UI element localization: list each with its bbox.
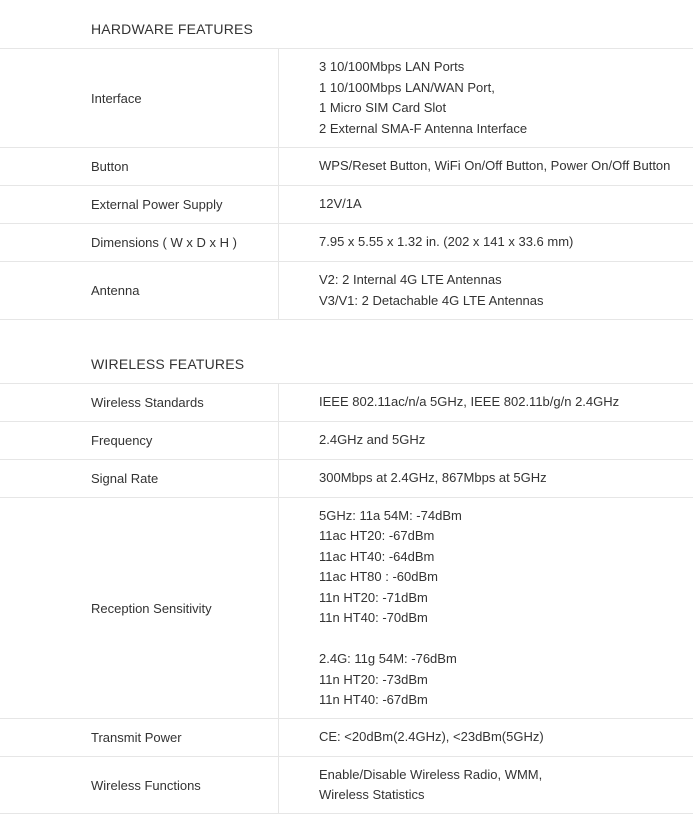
spec-row-transmit-power — [0, 719, 693, 757]
spec-value-line: 1 Micro SIM Card Slot — [319, 100, 447, 115]
spec-value-line: 2.4GHz and 5GHz — [319, 432, 426, 448]
spec-value-line: IEEE 802.11ac/n/a 5GHz, IEEE 802.11b/g/n 2.4GHz — [319, 394, 620, 410]
spec-value — [279, 49, 693, 147]
spec-value-line: 11ac HT80 : -60dBm — [319, 569, 438, 584]
spec-label: External Power Supply — [0, 186, 279, 223]
spec-value — [279, 422, 693, 459]
spec-row-external-power-supply — [0, 186, 693, 224]
spec-value — [279, 719, 693, 756]
spec-value-line: CE: <20dBm(2.4GHz), <23dBm(5GHz) — [319, 729, 544, 745]
spec-row-frequency — [0, 422, 693, 460]
spec-label: Reception Sensitivity — [0, 498, 279, 718]
spec-label: Frequency — [0, 422, 279, 459]
spec-value-line: 11n HT40: -70dBm — [319, 610, 428, 625]
spec-value-line: 300Mbps at 2.4GHz, 867Mbps at 5GHz — [319, 470, 547, 486]
section-spacer — [0, 320, 693, 336]
spec-row-button — [0, 148, 693, 186]
spec-value-gap — [319, 629, 683, 650]
spec-value — [279, 498, 693, 718]
spec-value-line: 11ac HT40: -64dBm — [319, 548, 435, 564]
spec-value-line: 11n HT40: -67dBm — [319, 692, 428, 707]
spec-value-line: 11n HT20: -71dBm — [319, 589, 428, 605]
spec-row-antenna — [0, 262, 693, 320]
spec-label: Antenna — [0, 262, 279, 319]
spec-value — [279, 757, 693, 813]
spec-value-line: V2: 2 Internal 4G LTE Antennas — [319, 272, 502, 287]
spec-value — [279, 262, 693, 319]
spec-label: Dimensions ( W x D x H ) — [0, 224, 279, 261]
spec-row-wireless-standards — [0, 384, 693, 422]
spec-value — [279, 148, 693, 185]
section-title-hardware-features: HARDWARE FEATURES — [0, 0, 693, 49]
spec-value — [279, 384, 693, 421]
spec-value-line: 3 10/100Mbps LAN Ports — [319, 59, 465, 74]
spec-value-line: 7.95 x 5.55 x 1.32 in. (202 x 141 x 33.6 mm) — [319, 234, 574, 250]
spec-value-line: 2 External SMA-F Antenna Interface — [319, 120, 528, 136]
spec-row-signal-rate — [0, 460, 693, 498]
spec-value-line: WPS/Reset Button, WiFi On/Off Button, Power On/Off Button — [319, 158, 671, 174]
section-title-wireless-features: WIRELESS FEATURES — [0, 336, 693, 384]
spec-label: Transmit Power — [0, 719, 279, 756]
spec-row-wireless-functions — [0, 757, 693, 814]
spec-value-line: Enable/Disable Wireless Radio, WMM, — [319, 766, 543, 782]
spec-value-line: V3/V1: 2 Detachable 4G LTE Antennas — [319, 292, 544, 308]
spec-value-line: 2.4G: 11g 54M: -76dBm — [319, 651, 457, 666]
spec-value-line: 5GHz: 11a 54M: -74dBm — [319, 507, 462, 523]
spec-value — [279, 224, 693, 261]
spec-value — [279, 186, 693, 223]
spec-row-dimensions-w-x-d-x-h — [0, 224, 693, 262]
spec-value-line: 12V/1A — [319, 196, 362, 212]
spec-value-line: 11n HT20: -73dBm — [319, 671, 428, 687]
spec-label: Signal Rate — [0, 460, 279, 497]
spec-value-line: 11ac HT20: -67dBm — [319, 528, 435, 543]
spec-value-line: Wireless Statistics — [319, 787, 425, 802]
spec-label: Interface — [0, 49, 279, 147]
spec-row-interface — [0, 49, 693, 148]
spec-label: Wireless Functions — [0, 757, 279, 813]
spec-row-reception-sensitivity — [0, 498, 693, 719]
spec-label: Wireless Standards — [0, 384, 279, 421]
spec-value-line: 1 10/100Mbps LAN/WAN Port, — [319, 79, 495, 95]
spec-label: Button — [0, 148, 279, 185]
spec-value — [279, 460, 693, 497]
